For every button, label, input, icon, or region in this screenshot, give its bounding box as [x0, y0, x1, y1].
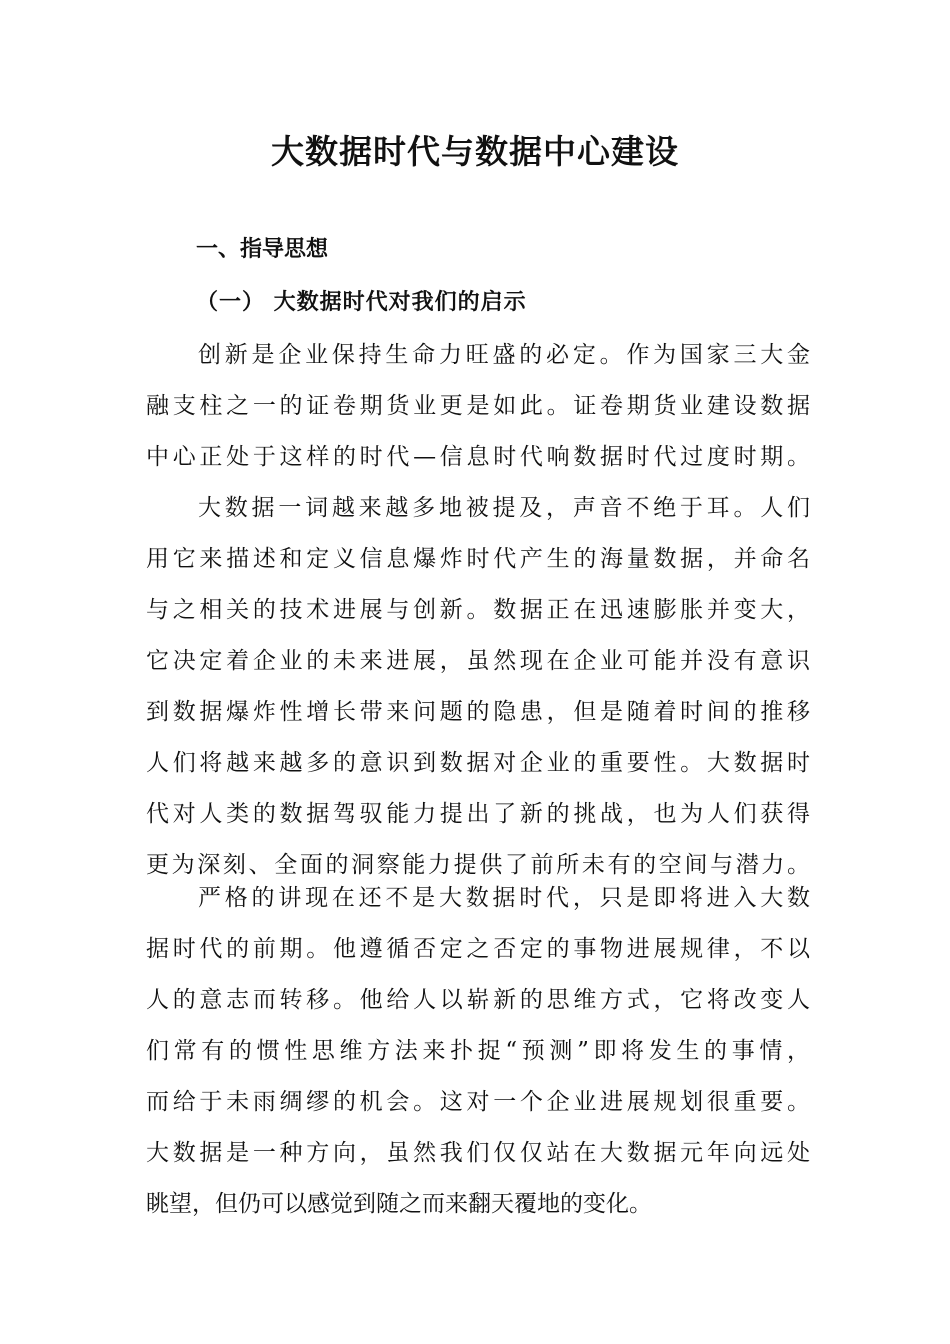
section-heading: 一、指导思想 — [196, 237, 329, 262]
paragraph-line: 它决定着企业的未来进展，虽然现在企业可能并没有意识 — [146, 648, 810, 674]
paragraph-line: 创新是企业保持生命力旺盛的必定。作为国家三大金 — [198, 342, 810, 368]
paragraph-line: 据时代的前期。他遵循否定之否定的事物进展规律，不以 — [146, 936, 810, 962]
subsection-heading: （一） 大数据时代对我们的启示 — [196, 289, 527, 315]
paragraph-line: 融支柱之一的证卷期货业更是如此。证卷期货业建设数据 — [146, 393, 810, 419]
paragraph-line: 更为深刻、全面的洞察能力提供了前所未有的空间与潜力。 — [146, 852, 810, 878]
paragraph-line: 人们将越来越多的意识到数据对企业的重要性。大数据时 — [146, 750, 810, 776]
paragraph-line: 代对人类的数据驾驭能力提出了新的挑战，也为人们获得 — [146, 801, 810, 827]
paragraph-line: 眺望，但仍可以感觉到随之而来翻天覆地的变化。 — [146, 1191, 652, 1217]
paragraph-line: 到数据爆炸性增长带来问题的隐患，但是随着时间的推移 — [146, 699, 810, 725]
paragraph-line: 们常有的惯性思维方法来扑捉“预测”即将发生的事情， — [146, 1038, 810, 1064]
paragraph-line: 与之相关的技术进展与创新。数据正在迅速膨胀并变大， — [146, 597, 810, 623]
paragraph-line: 大数据是一种方向，虽然我们仅仅站在大数据元年向远处 — [146, 1140, 810, 1166]
paragraph-line: 用它来描述和定义信息爆炸时代产生的海量数据，并命名 — [146, 546, 810, 572]
paragraph-line: 大数据一词越来越多地被提及，声音不绝于耳。人们 — [198, 495, 810, 521]
paragraph-line: 严格的讲现在还不是大数据时代，只是即将进入大数 — [198, 885, 810, 911]
paragraph-2 — [146, 483, 810, 891]
document-title: 大数据时代与数据中心建设 — [271, 132, 679, 171]
paragraph-3 — [146, 873, 810, 1230]
paragraph-line: 人的意志而转移。他给人以崭新的思维方式，它将改变人 — [146, 987, 810, 1013]
paragraph-line: 中心正处于这样的时代—信息时代响数据时代过度时期。 — [146, 444, 810, 470]
paragraph-1 — [146, 330, 810, 483]
paragraph-line: 而给于未雨绸缪的机会。这对一个企业进展规划很重要。 — [146, 1089, 810, 1115]
